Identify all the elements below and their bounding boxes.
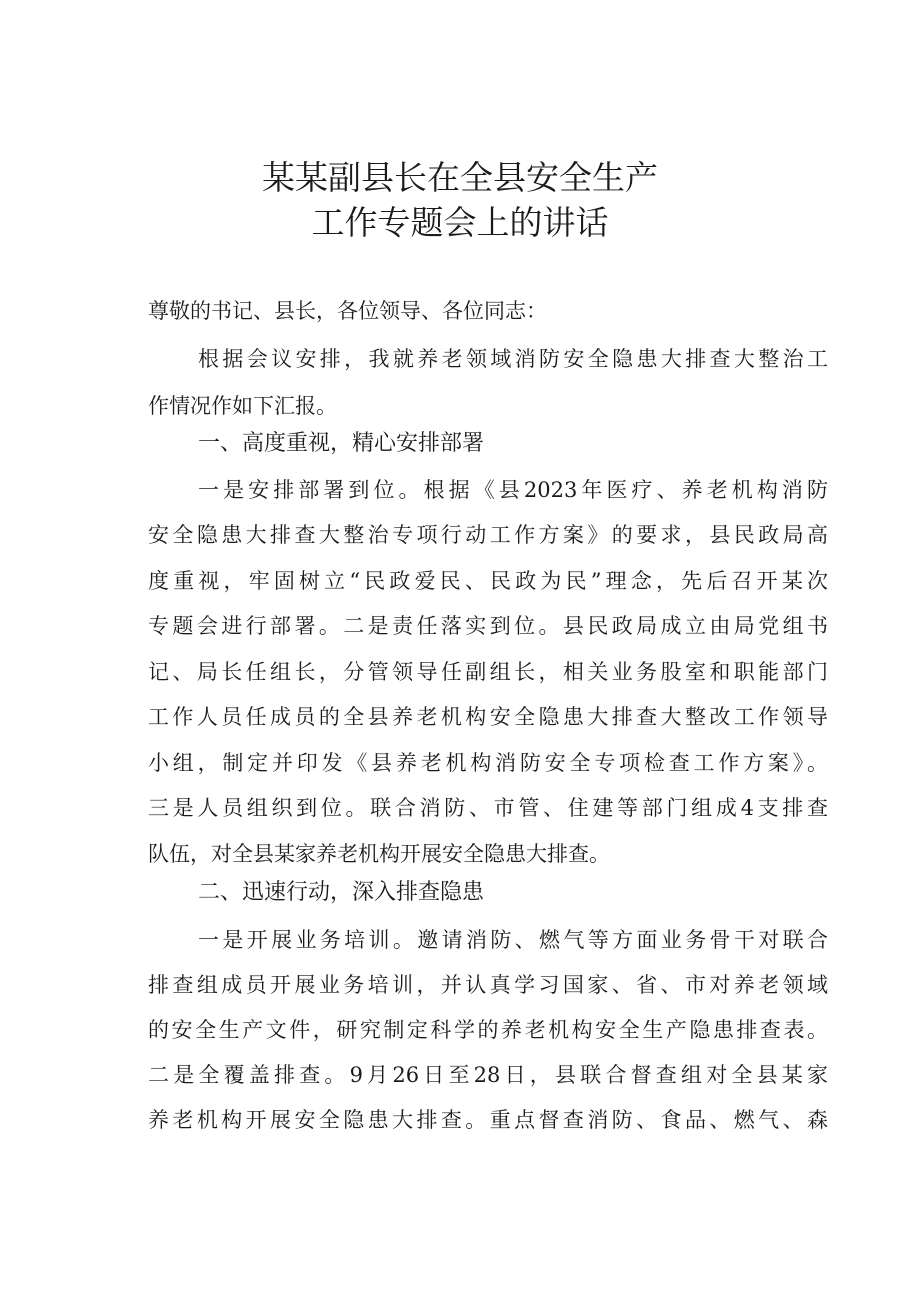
section-1-line: 专题会进行部署。二是责任落实到位。县民政局成立由局党组书	[148, 614, 828, 638]
section-2-heading: 二、迅速行动，深入排查隐患	[198, 880, 485, 905]
intro-line-1: 根据会议安排，我就养老领域消防安全隐患大排查大整治工	[198, 347, 828, 371]
section-2-line: 养老机构开展安全隐患大排查。重点督查消防、食品、燃气、森	[148, 1108, 828, 1132]
section-2-line: 一是开展业务培训。邀请消防、燃气等方面业务骨干对联合	[198, 928, 828, 952]
section-1-line: 一是安排部署到位。根据《县2023年医疗、养老机构消防	[198, 478, 828, 502]
document-title-line-1: 某某副县长在全县安全生产	[262, 158, 658, 197]
section-1-line: 记、局长任组长，分管领导任副组长，相关业务股室和职能部门	[148, 660, 828, 684]
section-1-line: 三是人员组织到位。联合消防、市管、住建等部门组成4支排查	[148, 796, 828, 820]
section-2-line: 排查组成员开展业务培训，并认真学习国家、省、市对养老领域	[148, 973, 828, 997]
section-1-line: 安全隐患大排查大整治专项行动工作方案》的要求，县民政局高	[148, 523, 828, 547]
document-title-line-2: 工作专题会上的讲话	[311, 203, 609, 242]
section-1-line: 工作人员任成员的全县养老机构安全隐患大排查大整改工作领导	[148, 705, 828, 729]
section-2-line: 的安全生产文件，研究制定科学的养老机构安全生产隐患排查表。	[148, 1018, 828, 1042]
section-1-line: 队伍，对全县某家养老机构开展安全隐患大排查。	[148, 842, 610, 866]
section-1-heading: 一、高度重视，精心安排部署	[198, 431, 485, 456]
section-2-line: 二是全覆盖排查。9月26日至28日，县联合督查组对全县某家	[148, 1063, 828, 1087]
section-1-line: 度重视，牢固树立“民政爱民、民政为民”理念，先后召开某次	[148, 569, 828, 593]
intro-line-2: 作情况作如下汇报。	[148, 394, 337, 418]
section-1-line: 小组，制定并印发《县养老机构消防安全专项检查工作方案》。	[148, 751, 828, 775]
salutation: 尊敬的书记、县长，各位领导、各位同志：	[148, 299, 547, 323]
